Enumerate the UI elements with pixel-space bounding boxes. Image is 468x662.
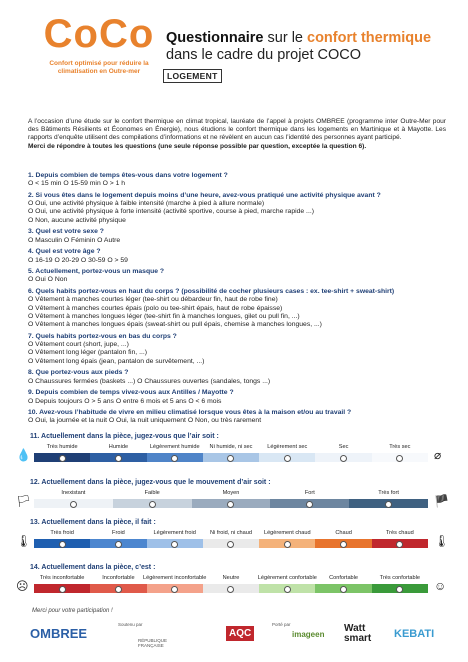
rf-logo: RÉPUBLIQUE FRANÇAISE [138,638,168,648]
scale-option[interactable] [90,539,146,548]
scale-option[interactable] [192,499,271,508]
intro-text [28,118,446,151]
title-part-4: dans le cadre du projet COCO [166,47,362,63]
logo-word: CoCo [43,12,155,56]
scale-label: Ni froid, ni chaud [210,530,252,536]
scale-label: Très humide [46,444,78,450]
question-options[interactable]: O Vêtement à manches courtes léger (tee-shirt ou débardeur fin, haut de robe fine) O Vêtement à manches courtes épais (polo ou tee-shirt épais, haut de robe épaisse) O Vêtement à manches longues léger (tee-shirt fin à manches longues, gilet ou pull fin, ...) O Vêtement à manches longues épais (sweat-shirt ou pull épais, chemise à manches longues, ...) [28,296,322,329]
porte-label: Porté par [272,622,291,627]
scale-label: Très froid [50,530,74,536]
aqc-logo: AQC [226,626,254,641]
question-text: 10. Avez-vous l’habitude de vivre en milieu climatisé lorsque vous êtes à la maison et/ou au travail ? [28,409,352,417]
scale-option[interactable] [372,584,428,593]
scale-right-icon: ☺ [434,579,447,593]
question-9 [28,389,448,406]
scale-label: Très confortable [379,575,420,581]
scale-option[interactable] [372,539,428,548]
question-text: 3. Quel est votre sexe ? [28,228,104,236]
thanks-text: Merci pour votre participation ! [32,608,113,614]
scale-label: Inconfortable [102,575,135,581]
question-options[interactable]: O Masculin O Féminin O Autre [28,236,121,244]
question-3 [28,228,448,245]
scale-label: Confortable [329,575,359,581]
question-options[interactable]: O < 15 min O 15-59 min O > 1 h [28,180,126,188]
scale-left-icon: 🏳 [16,494,32,508]
category-tag: LOGEMENT [163,69,222,83]
scale-label: Très fort [378,490,399,496]
question-options[interactable]: O 16-19 O 20-29 O 30-59 O > 59 [28,256,128,264]
scale-bar [34,453,428,462]
scale-bar [34,584,428,593]
scale-option[interactable] [147,584,203,593]
intro-instruction: Merci de répondre à toutes les questions (une seule réponse possible par question, exceptée la question 6). [28,142,367,150]
page-title [166,30,456,64]
intro-paragraph: A l’occasion d’une étude sur le confort thermique en climat tropical, lauréate de l’appel à projets OMBREE (programme inter Outre-Mer pour des Bâtiments Résilients et Économes en Énergie), nous étudions le confort thermique dans les logements en Martinique et à Mayotte. Les rapports d’enquête utilisent des compilations d’informations et ne révèlent en aucun cas l’identité des personnes ayant participé. [28,118,446,142]
scale-title: 11. Actuellement dans la pièce, jugez-vous que l’air soit : [30,433,219,440]
question-options[interactable]: O Oui, une activité physique à faible intensité (marche à pied à allure normale) O Oui, une activité physique à forte intensité (activité sportive, course à pied, marche rapide ...) O Non, aucune activité physique [28,200,314,224]
scale-label: Inexistant [61,490,86,496]
scale-bar [34,539,428,548]
scale-option[interactable] [34,539,90,548]
scale-label: Légèrement sec [267,444,308,450]
scale-option[interactable] [147,539,203,548]
scale-option[interactable] [90,453,146,462]
questions-list [28,172,448,429]
scale-option[interactable] [349,499,428,508]
scale-label: Ni humide, ni sec [209,444,253,450]
scale-label: Chaud [335,530,352,536]
question-text: 9. Depuis combien de temps vivez-vous aux Antilles / Mayotte ? [28,389,234,397]
question-1 [28,172,448,189]
scale-option[interactable] [372,453,428,462]
scale-option[interactable] [315,453,371,462]
scale-option[interactable] [147,453,203,462]
coco-logo [34,14,164,76]
scale-left-icon: ☹ [16,579,29,593]
scale-label: Légèrement humide [149,444,200,450]
question-5 [28,268,448,285]
logo-tagline: Confort optimisé pour réduire la climatisation en Outre-mer [49,60,149,75]
scale-left-icon: 🌡 [16,534,32,548]
scale-label: Faible [144,490,160,496]
scale-option[interactable] [90,584,146,593]
question-text: 2. Si vous êtes dans le logement depuis moins d’une heure, avez-vous pratiqué une activité physique avant ? [28,191,381,199]
question-text: 1. Depuis combien de temps êtes-vous dans votre logement ? [28,172,228,179]
question-text: 6. Quels habits portez-vous en haut du corps ? (possibilité de cocher plusieurs cases : ex. tee-shirt + sweat-shirt) [28,288,395,296]
question-8 [28,369,448,386]
scale-label: Très inconfortable [39,575,85,581]
scale-option[interactable] [259,453,315,462]
soutenu-label: Soutenu par [118,622,143,627]
question-text: 8. Que portez-vous aux pieds ? [28,369,129,377]
wattsmart-logo: Watt smart [344,623,372,644]
scale-option[interactable] [34,584,90,593]
scale-label: Froid [112,530,125,536]
scale-option[interactable] [259,539,315,548]
question-options[interactable]: O Oui O Non [28,276,68,284]
scale-right-icon: 🏴 [434,494,449,508]
scale-option[interactable] [34,453,90,462]
question-2 [28,192,448,225]
scale-right-icon: ⌀ [434,448,442,462]
scale-option[interactable] [34,499,113,508]
ombree-logo: OMBREE [30,626,88,641]
question-text: 4. Quel est votre âge ? [28,248,101,256]
scale-label: Légèrement inconfortable [142,575,207,581]
scale-title: 12. Actuellement dans la pièce, jugez-vous que le mouvement d’air soit : [30,479,271,486]
scale-option[interactable] [203,539,259,548]
scale-label: Neutre [222,575,240,581]
question-6 [28,288,448,329]
scale-label: Légèrement confortable [257,575,317,581]
kebati-logo: KEBATI [394,628,435,640]
scale-label: Moyen [222,490,240,496]
scale-bar [34,499,428,508]
header [0,0,468,112]
scale-option[interactable] [259,584,315,593]
scale-option[interactable] [203,453,259,462]
question-options[interactable]: O Chaussures fermées (baskets ...) O Chaussures ouvertes (sandales, tongs ...) [28,377,271,385]
title-part-3: confort thermique [307,30,432,46]
scale-title: 13. Actuellement dans la pièce, il fait : [30,519,156,526]
scale-label: Sec [338,444,349,450]
question-10 [28,409,448,426]
scale-label: Très sec [389,444,411,450]
scale-label: Très chaud [385,530,414,536]
title-part-1: Questionnaire [166,30,264,46]
scale-option[interactable] [203,584,259,593]
question-options[interactable]: O Oui, la journée et la nuit O Oui, la nuit uniquement O Non, ou très rarement [28,417,262,425]
scale-option[interactable] [315,539,371,548]
scale-label: Légèrement froid [153,530,196,536]
scale-left-icon: 💧 [16,448,31,462]
question-text: 5. Actuellement, portez-vous un masque ? [28,268,165,276]
question-text: 7. Quels habits portez-vous en bas du corps ? [28,332,177,340]
scale-label: Fort [304,490,315,496]
scale-right-icon: 🌡 [434,534,450,548]
imageen-logo: imageen [292,630,325,639]
question-4 [28,248,448,265]
scale-option[interactable] [270,499,349,508]
scale-option[interactable] [113,499,192,508]
scale-title: 14. Actuellement dans la pièce, c’est : [30,564,156,571]
question-options[interactable]: O Vêtement court (short, jupe, ...) O Vêtement long léger (pantalon fin, ...) O Vêtement long épais (jean, pantalon de survêtement, ...) [28,341,205,365]
question-options[interactable]: O Depuis toujours O > 5 ans O entre 6 mois et 5 ans O < 6 mois [28,397,222,405]
footer-logos [0,618,468,662]
scale-option[interactable] [315,584,371,593]
scale-label: Humide [108,444,129,450]
scale-label: Légèrement chaud [263,530,311,536]
title-part-2: sur le [263,30,308,46]
question-7 [28,333,448,366]
